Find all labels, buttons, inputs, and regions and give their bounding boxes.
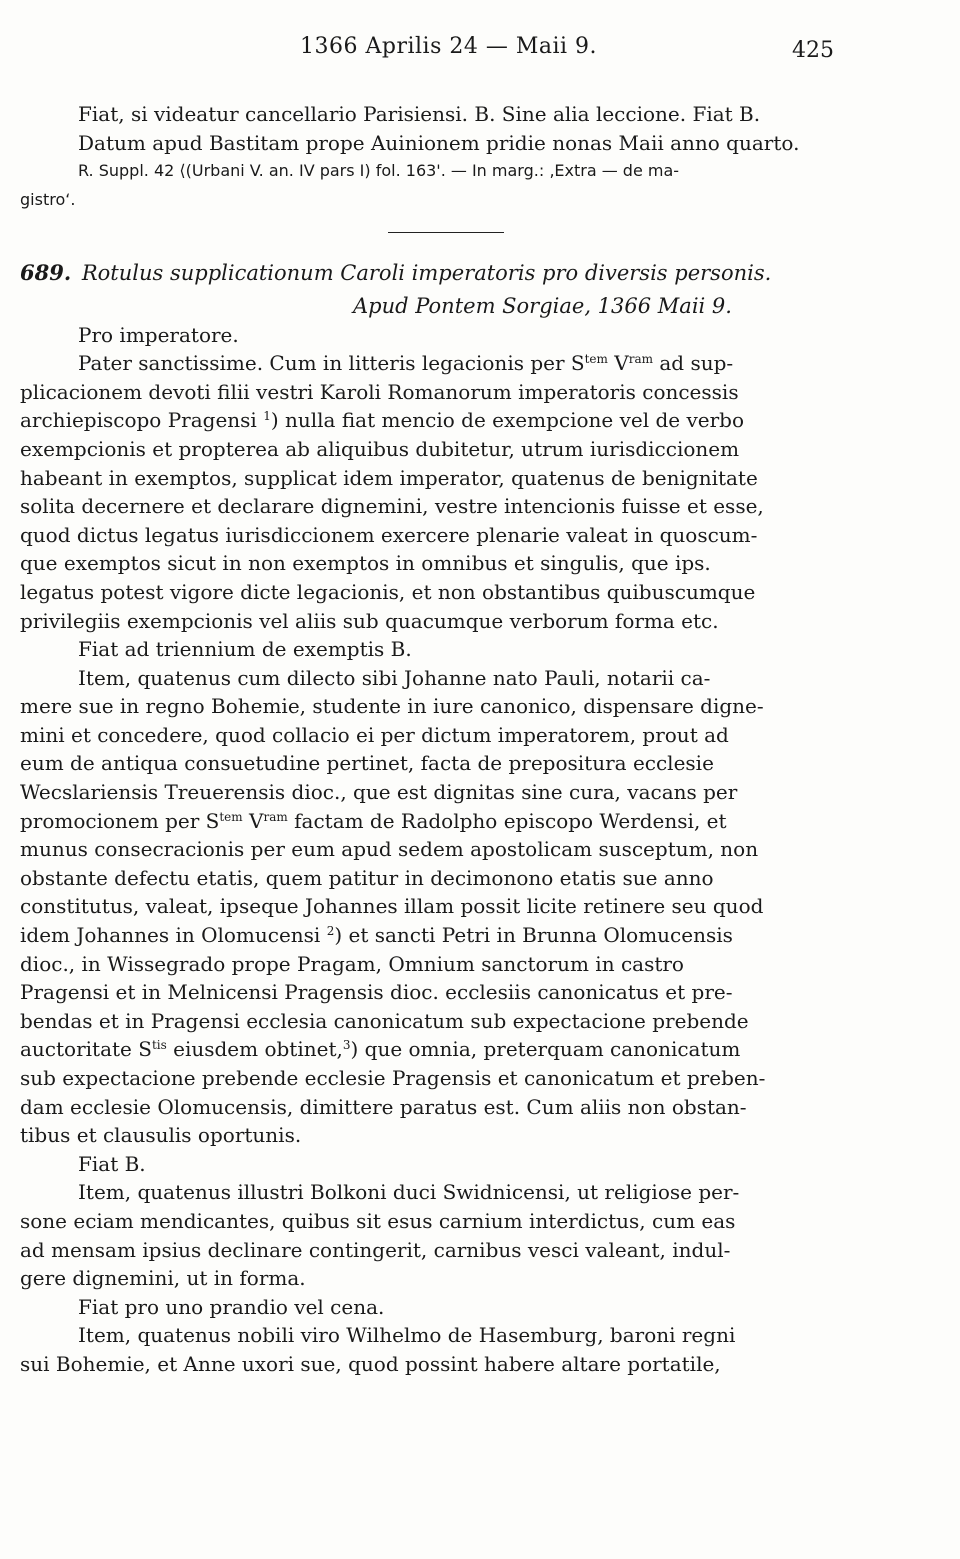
text-line: Pro imperatore. <box>78 322 239 347</box>
superscript: tem <box>219 809 243 824</box>
text-line: gere dignemini, ut in forma. <box>20 1266 306 1291</box>
text-line: exempcionis et propterea ab aliquibus dubitetur, utrum iurisdiccionem <box>20 436 740 461</box>
text-line <box>20 807 840 836</box>
text-line: Item, quatenus illustri Bolkoni duci Swidnicensi, ut religiose per- <box>78 1180 740 1205</box>
text-line: tibus et clausulis oportunis. <box>20 1123 302 1148</box>
text-segment: ad sup- <box>653 351 734 376</box>
text-line: Fiat ad triennium de exemptis B. <box>78 637 412 662</box>
text-line: que exemptos sicut in non exemptos in omnibus et singulis, que ips. <box>20 551 711 576</box>
footnote-marker: 1 <box>263 409 271 424</box>
text-line: plicacionem devoti filii vestri Karoli Romanorum imperatoris concessis <box>20 379 739 404</box>
text-line: Fiat pro uno prandio vel cena. <box>78 1294 385 1319</box>
text-line: dam ecclesie Olomucensis, dimittere paratus est. Cum aliis non obstan- <box>20 1094 747 1119</box>
text-line: privilegiis exempcionis vel aliis sub quacumque verborum forma etc. <box>20 608 719 633</box>
text-line <box>20 349 840 378</box>
text-line: solita decernere et declarare dignemini, vestre intencionis fuisse et esse, <box>20 494 764 519</box>
text-segment: eiusdem obtinet, <box>166 1037 343 1062</box>
text-line: habeant in exemptos, supplicat idem imperator, quatenus de benignitate <box>20 465 758 490</box>
entry-heading <box>20 259 840 288</box>
document-body <box>20 100 840 1379</box>
text-line: sui Bohemie, et Anne uxori sue, quod possint habere altare portatile, <box>20 1351 721 1376</box>
text-line: Pragensi et in Melnicensi Pragensis dioc. ecclesiis canonicatus et pre- <box>20 980 733 1005</box>
text-line: Fiat B. <box>78 1151 146 1176</box>
text-line: Item, quatenus nobili viro Wilhelmo de Hasemburg, baroni regni <box>78 1323 736 1348</box>
text-line: sone eciam mendicantes, quibus sit esus carnium interdictus, cum eas <box>20 1208 736 1233</box>
text-line: obstante defectu etatis, quem patitur in decimonono etatis sue anno <box>20 865 714 890</box>
text-line: constitutus, valeat, ipseque Johannes illam possit licite retinere seu quod <box>20 894 764 919</box>
text-line: legatus potest vigore dicte legacionis, et non obstantibus quibuscumque <box>20 579 756 604</box>
text-segment: factam de Radolpho episcopo Werdensi, et <box>287 808 727 833</box>
text-segment: archiepiscopo Pragensi <box>20 408 264 433</box>
text-line: ad mensam ipsius declinare contingerit, carnibus vesci valeant, indul- <box>20 1237 731 1262</box>
text-line <box>20 1035 840 1064</box>
text-line: Fiat, si videatur cancellario Parisiensi. B. Sine alia leccione. Fiat B. <box>78 102 761 126</box>
text-line: dioc., in Wissegrado prope Pragam, Omnium sanctorum in castro <box>20 951 684 976</box>
page-header <box>0 34 960 74</box>
text-segment: V <box>242 808 264 833</box>
superscript: tem <box>584 352 608 367</box>
text-line: mini et concedere, quod collacio ei per dictum imperatorem, prout ad <box>20 722 729 747</box>
running-title: 1366 Aprilis 24 — Maii 9. <box>300 34 598 59</box>
text-line: mere sue in regno Bohemie, studente in iure canonico, dispensare digne- <box>20 694 764 719</box>
text-line: bendas et in Pragensi ecclesia canonicatum sub expectacione prebende <box>20 1008 749 1033</box>
text-segment: Pater sanctissime. Cum in litteris legacionis per S <box>78 351 585 376</box>
entry-number: 689. <box>20 260 72 286</box>
text-line <box>20 921 840 950</box>
superscript: ram <box>263 809 288 824</box>
section-divider <box>388 232 504 233</box>
text-line: Item, quatenus cum dilecto sibi Johanne nato Pauli, notarii ca- <box>78 665 711 690</box>
text-line: sub expectacione prebende ecclesie Pragensis et canonicatum et preben- <box>20 1066 766 1090</box>
text-line: Wecslariensis Treuerensis dioc., que est dignitas sine cura, vacans per <box>20 780 738 805</box>
place-date: Apud Pontem Sorgiae, 1366 Maii 9. <box>353 293 732 318</box>
text-segment: ) nulla fiat mencio de exempcione vel de verbo <box>270 408 745 433</box>
source-note-line: R. Suppl. 42 ⟨(Urbani V. an. IV pars I) fol. 163'. — In marg.: ‚Extra — de ma- <box>78 161 680 181</box>
superscript: ram <box>628 352 653 367</box>
text-segment: ) et sancti Petri in Brunna Olomucensis <box>334 923 733 948</box>
text-line <box>20 406 840 435</box>
source-note-line: gistro‘. <box>20 189 76 209</box>
text-segment: auctoritate S <box>20 1037 152 1062</box>
text-line: quod dictus legatus iurisdiccionem exercere plenarie valeat in quoscum- <box>20 522 758 547</box>
text-line: eum de antiqua consuetudine pertinet, facta de prepositura ecclesie <box>20 751 714 776</box>
text-segment: idem Johannes in Olomucensi <box>20 923 327 948</box>
superscript: tis <box>151 1038 167 1053</box>
entry-title: Rotulus supplicationum Caroli imperatoris pro diversis personis. <box>81 261 772 286</box>
text-segment: ) que omnia, preterquam canonicatum <box>350 1037 741 1062</box>
page-number: 425 <box>792 38 834 63</box>
footnote-marker: 3 <box>342 1038 351 1053</box>
text-segment: promocionem per S <box>20 808 220 833</box>
text-line: Datum apud Bastitam prope Auinionem pridie nonas Maii anno quarto. <box>78 130 800 155</box>
text-line: munus consecracionis per eum apud sedem apostolicam susceptum, non <box>20 837 759 862</box>
text-segment: V <box>607 351 629 376</box>
footnote-marker: 2 <box>326 924 335 939</box>
